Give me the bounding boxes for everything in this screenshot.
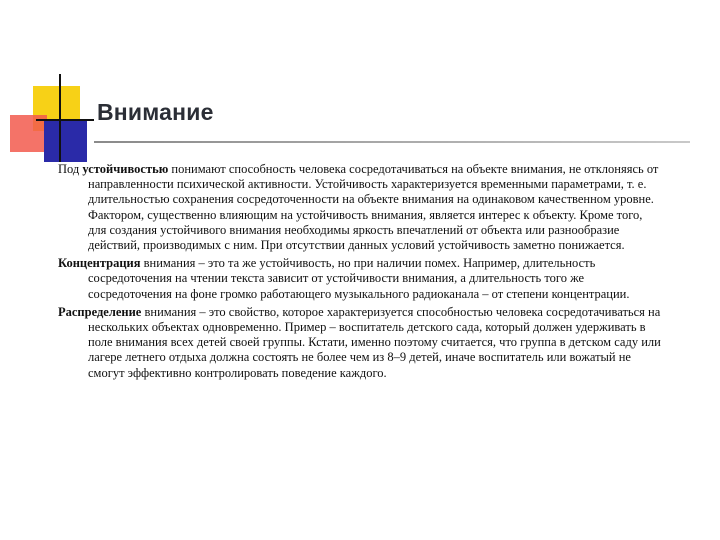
term-stability: устойчивостью	[82, 162, 169, 176]
title-underline	[94, 141, 690, 143]
term-distribution: Распределение	[58, 304, 142, 319]
paragraph-text: внимания – это свойство, которое характеризуется способностью человека сосредотачиваться на нескольких объектах одновременно. Пример – воспитатель детского сада, который должен удерживать в поле внимания всех детей своей группы. Кстати, именно поэтому считается, что группа в детском саду или лагере летнего отдыха должна состоять не более чем из 8–9 детей, иначе воспитатель или вожатый не смогут эффективно контролировать поведение каждого.	[88, 304, 661, 380]
short-horizontal-line-decoration	[36, 119, 94, 121]
paragraph-stability	[58, 162, 662, 253]
paragraph-text: понимают способность человека сосредотачиваться на объекте внимания, не отклоняясь от направленности психической активности. Устойчивость характеризуется временными параметрами, т. е. длительностью сохранения сосредоточенности на объекте внимания на одинаковом качественном уровне. Фактором, существенно влияющим на устойчивость внимания, является интерес к объекту. Кроме того, для создания устойчивого внимания необходимы яркость впечатлений от объекта или разнообразие действий, производимых с ним. При отсутствии данных условий устойчивость заметно понижается.	[88, 162, 659, 253]
paragraph-lead-text: Под	[58, 162, 83, 176]
blue-square-decoration	[44, 120, 87, 162]
vertical-line-decoration	[59, 74, 61, 162]
paragraph-text: внимания – это та же устойчивость, но при наличии помех. Например, длительность сосредоточения на чтении текста зависит от устойчивости внимания, а длительность того же сосредоточения на фоне громко работающего музыкального радиоканала – от степени концентрации.	[88, 256, 630, 301]
term-concentration: Концентрация	[58, 256, 141, 271]
paragraph-distribution	[58, 305, 662, 381]
slide-body	[58, 162, 662, 384]
slide-title: Внимание	[97, 99, 214, 125]
paragraph-concentration	[58, 256, 662, 302]
